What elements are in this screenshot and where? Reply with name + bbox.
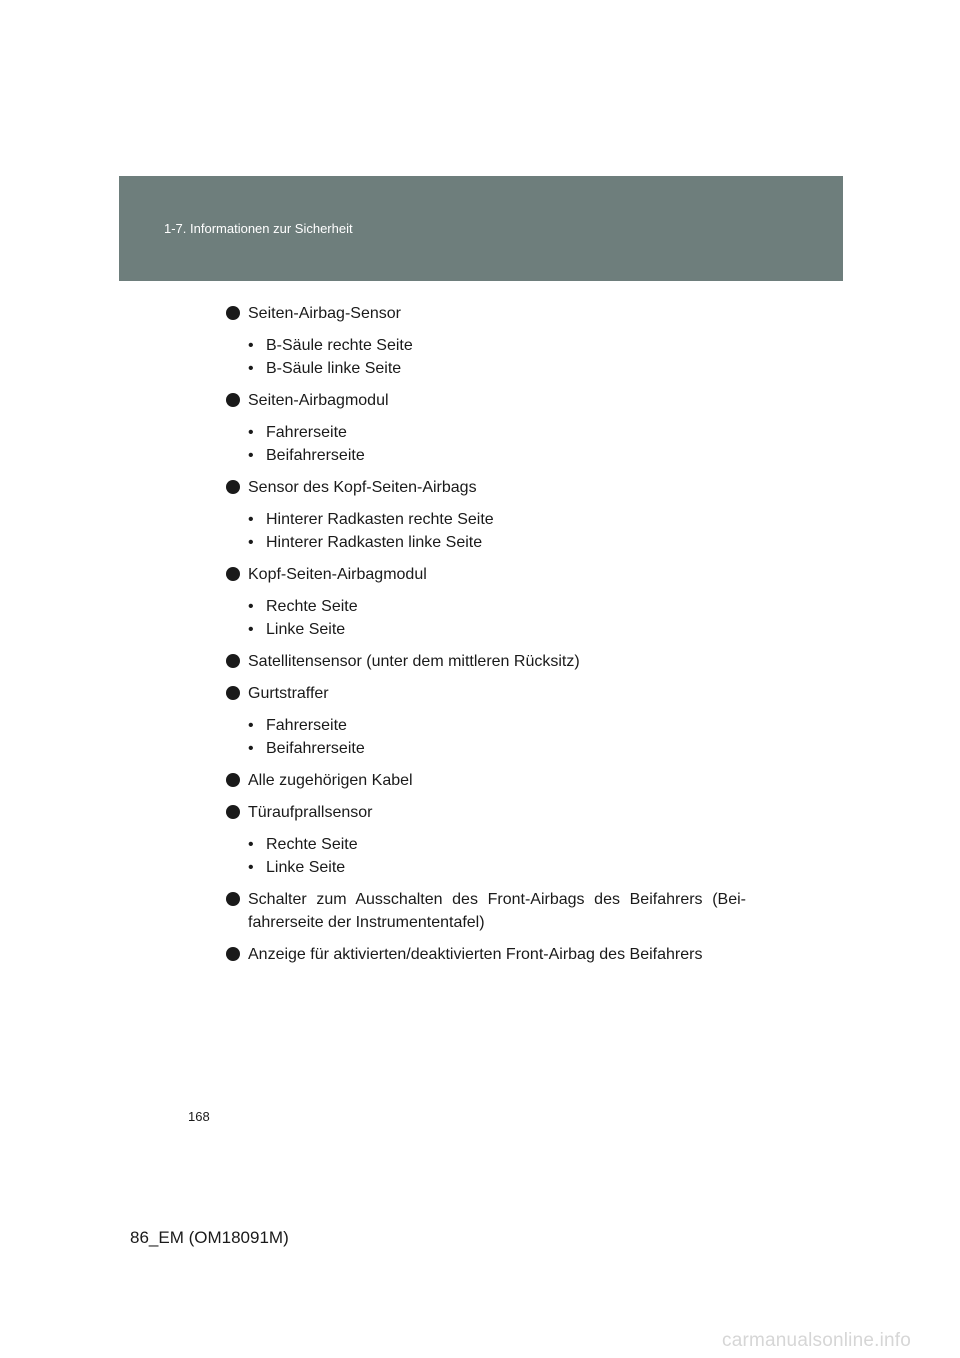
sub-list-item-label: B-Säule rechte Seite xyxy=(266,337,413,354)
bullet-small-icon: • xyxy=(248,534,254,551)
section-title: 1-7. Informationen zur Sicherheit xyxy=(164,221,353,236)
bullet-dot-icon xyxy=(226,393,240,407)
bullet-small-icon: • xyxy=(248,859,254,876)
sub-list-item-label: Fahrerseite xyxy=(266,717,347,734)
bullet-small-icon: • xyxy=(248,598,254,615)
sub-list-item xyxy=(248,334,746,357)
list-item-label: Anzeige für aktivierten/deaktivierten Front-Airbag des Beifahrers xyxy=(248,946,703,963)
bullet-dot-icon xyxy=(226,892,240,906)
list-item-label: Türaufprallsensor xyxy=(248,804,373,821)
bullet-small-icon: • xyxy=(248,836,254,853)
sub-list-item-label: Hinterer Radkasten linke Seite xyxy=(266,534,483,551)
bullet-dot-icon xyxy=(226,567,240,581)
list-item xyxy=(226,302,746,380)
section-header-band xyxy=(119,176,843,281)
sub-list-item-label: Hinterer Radkasten rechte Seite xyxy=(266,511,494,528)
list-item-label: Seiten-Airbagmodul xyxy=(248,392,389,409)
sub-list-item xyxy=(248,444,746,467)
list-item xyxy=(226,476,746,554)
sub-list-item xyxy=(248,714,746,737)
sub-list-item-label: B-Säule linke Seite xyxy=(266,360,402,377)
list-item-label: Gurtstraffer xyxy=(248,685,329,702)
list-item xyxy=(226,888,746,934)
sub-list-item xyxy=(248,531,746,554)
sub-list xyxy=(248,508,746,554)
list-item xyxy=(226,682,746,760)
sub-list-item xyxy=(248,833,746,856)
bullet-small-icon: • xyxy=(248,447,254,464)
component-list xyxy=(226,302,746,975)
sub-list xyxy=(248,595,746,641)
bullet-dot-icon xyxy=(226,805,240,819)
sub-list-item-label: Linke Seite xyxy=(266,621,346,638)
list-item xyxy=(226,389,746,467)
sub-list-item-label: Beifahrerseite xyxy=(266,447,365,464)
list-item-label: Satellitensensor (unter dem mittleren Rücksitz) xyxy=(248,653,580,670)
sub-list xyxy=(248,334,746,380)
sub-list-item-label: Linke Seite xyxy=(266,859,346,876)
list-item xyxy=(226,801,746,879)
bullet-small-icon: • xyxy=(248,424,254,441)
bullet-small-icon: • xyxy=(248,740,254,757)
sub-list-item xyxy=(248,856,746,879)
page-number: 168 xyxy=(188,1109,210,1124)
document-code: 86_EM (OM18091M) xyxy=(130,1228,289,1247)
sub-list xyxy=(248,833,746,879)
list-item xyxy=(226,563,746,641)
sub-list-item xyxy=(248,618,746,641)
sub-list-item xyxy=(248,421,746,444)
bullet-small-icon: • xyxy=(248,360,254,377)
sub-list-item xyxy=(248,508,746,531)
list-item-label: Sensor des Kopf-Seiten-Airbags xyxy=(248,479,477,496)
sub-list-item xyxy=(248,737,746,760)
sub-list-item-label: Rechte Seite xyxy=(266,598,358,615)
sub-list-item-label: Fahrerseite xyxy=(266,424,347,441)
bullet-dot-icon xyxy=(226,306,240,320)
list-item-label: Seiten-Airbag-Sensor xyxy=(248,305,401,322)
watermark: carmanualsonline.info xyxy=(722,1330,912,1351)
list-item-label: Alle zugehörigen Kabel xyxy=(248,772,413,789)
sub-list-item-label: Beifahrerseite xyxy=(266,740,365,757)
bullet-small-icon: • xyxy=(248,621,254,638)
bullet-small-icon: • xyxy=(248,337,254,354)
list-item-label: Schalter zum Ausschalten des Front-Airbags des Beifahrers (Bei-fahrerseite der Instrumententafel) xyxy=(248,891,746,931)
bullet-dot-icon xyxy=(226,773,240,787)
list-item xyxy=(226,650,746,673)
list-item xyxy=(226,769,746,792)
bullet-dot-icon xyxy=(226,686,240,700)
bullet-small-icon: • xyxy=(248,717,254,734)
sub-list-item xyxy=(248,595,746,618)
sub-list-item-label: Rechte Seite xyxy=(266,836,358,853)
list-item xyxy=(226,943,746,966)
bullet-dot-icon xyxy=(226,480,240,494)
sub-list xyxy=(248,714,746,760)
sub-list-item xyxy=(248,357,746,380)
bullet-small-icon: • xyxy=(248,511,254,528)
bullet-dot-icon xyxy=(226,654,240,668)
sub-list xyxy=(248,421,746,467)
list-item-label: Kopf-Seiten-Airbagmodul xyxy=(248,566,427,583)
bullet-dot-icon xyxy=(226,947,240,961)
